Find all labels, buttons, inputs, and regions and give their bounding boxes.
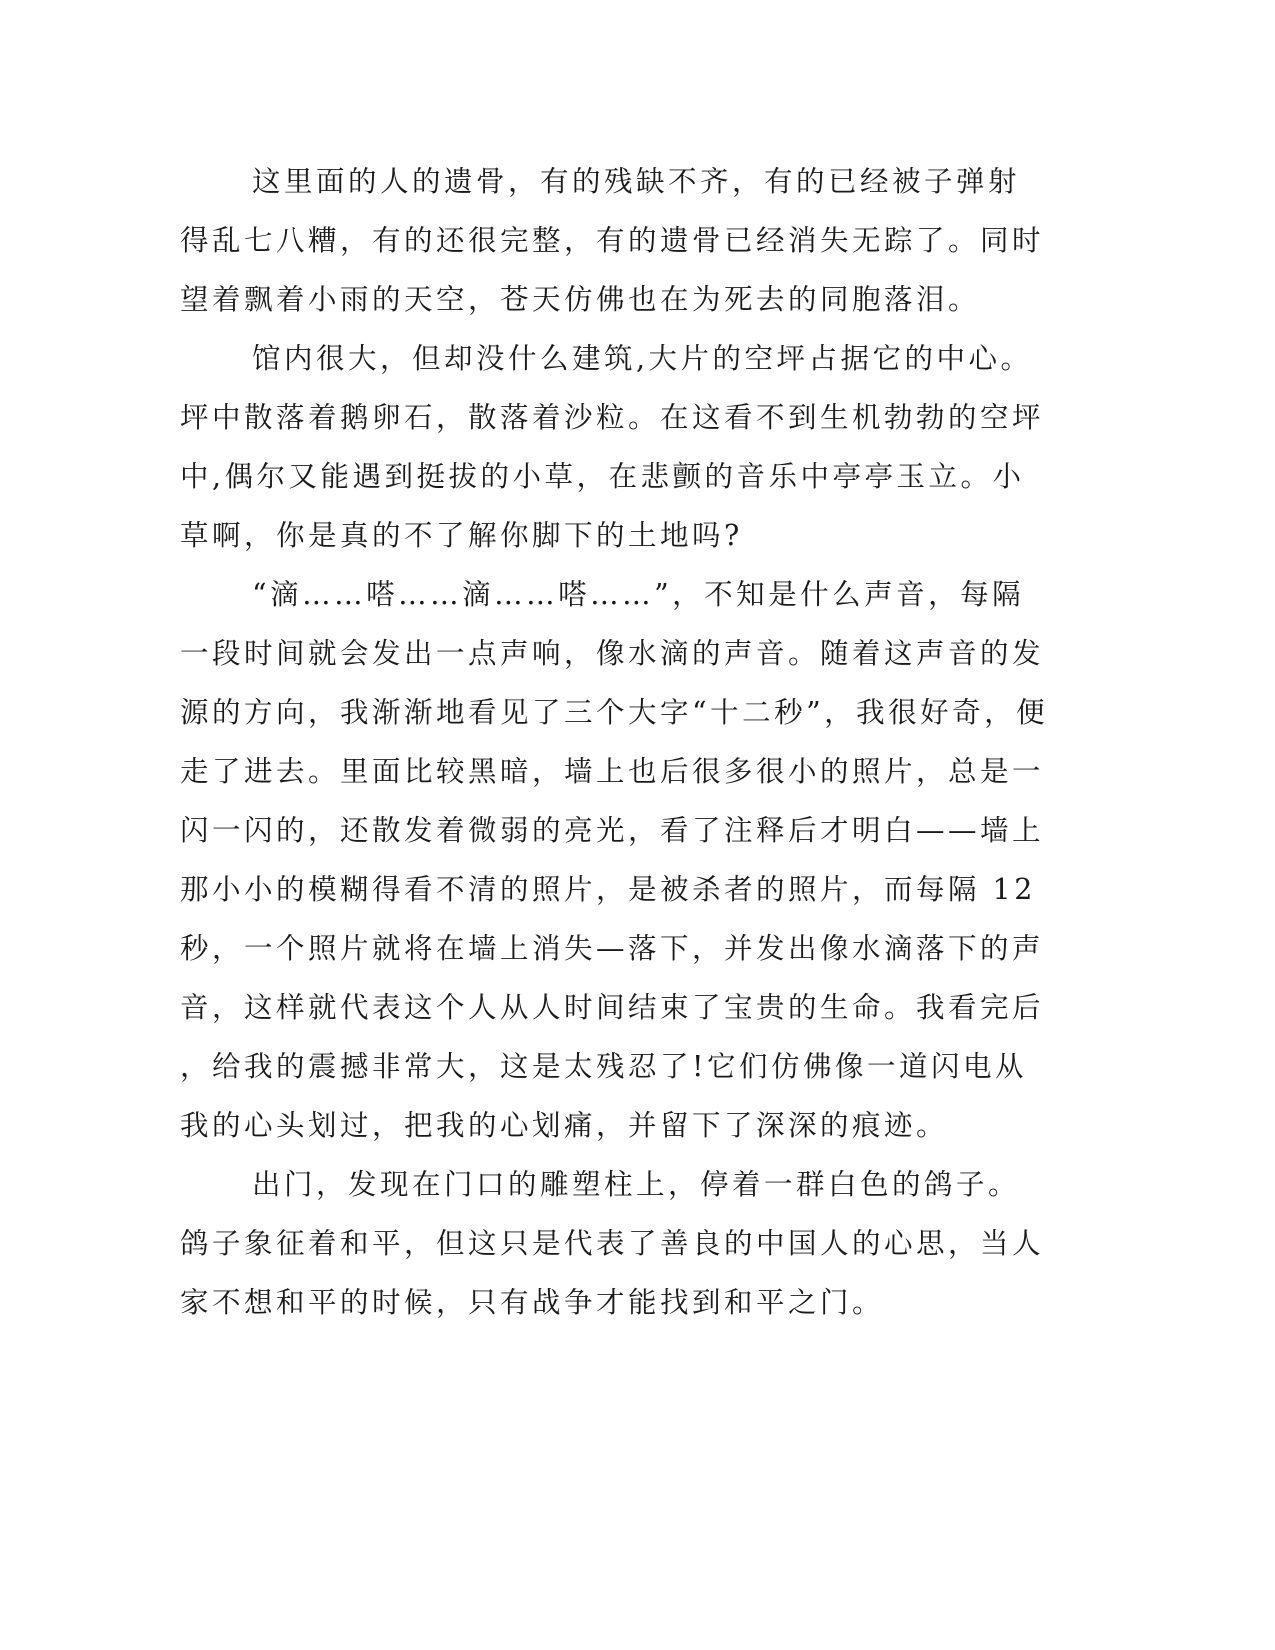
text-line: 走了进去。里面比较黑暗，墙上也后很多很小的照片，总是一	[180, 755, 1045, 788]
text-line: 音，这样就代表这个人从人时间结束了宝贵的生命。我看完后	[180, 991, 1045, 1024]
text-line: 出门，发现在门口的雕塑柱上，停着一群白色的鸽子。	[252, 1168, 1021, 1201]
paragraph-1	[180, 152, 1044, 329]
paragraph-3	[180, 565, 1049, 1155]
text-line: 一段时间就会发出一点声响，像水滴的声音。随着这声音的发	[180, 637, 1045, 670]
text-line: 坪中散落着鹅卵石，散落着沙粒。在这看不到生机勃勃的空坪	[180, 401, 1045, 434]
document-body	[180, 152, 1049, 1332]
text-line: 鸽子象征着和平，但这只是代表了善良的中国人的心思，当人	[180, 1227, 1045, 1260]
text-line: 望着飘着小雨的天空，苍天仿佛也在为死去的同胞落泪。	[180, 283, 981, 316]
text-line: 家不想和平的时候，只有战争才能找到和平之门。	[180, 1286, 885, 1319]
text-line: 草啊，你是真的不了解你脚下的土地吗?	[180, 519, 743, 552]
text-line: 秒，一个照片就将在墙上消失—落下，并发出像水滴落下的声	[180, 932, 1045, 965]
text-line: 得乱七八糟，有的还很完整，有的遗骨已经消失无踪了。同时	[180, 224, 1045, 257]
paragraph-2	[180, 329, 1044, 565]
text-line: ，给我的震撼非常大，这是太残忍了!它们仿佛像一道闪电从	[180, 1050, 1027, 1083]
text-line: 这里面的人的遗骨，有的残缺不齐，有的已经被子弹射	[252, 165, 1021, 198]
text-line: 那小小的模糊得看不清的照片，是被杀者的照片，而每隔 12	[180, 873, 1036, 906]
paragraph-4	[180, 1155, 1044, 1332]
text-line: 闪一闪的，还散发着微弱的亮光，看了注释后才明白——墙上	[180, 814, 1045, 847]
text-line: 中,偶尔又能遇到挺拔的小草，在悲颤的音乐中亭亭玉立。小	[180, 460, 1025, 493]
text-line: 源的方向，我渐渐地看见了三个大字“十二秒”，我很好奇，便	[180, 696, 1049, 729]
text-line: “滴……嗒……滴……嗒……”，不知是什么声音，每隔	[252, 578, 1025, 611]
text-line: 我的心头划过，把我的心划痛，并留下了深深的痕迹。	[180, 1109, 949, 1142]
text-line: 馆内很大，但却没什么建筑,大片的空坪占据它的中心。	[252, 342, 1033, 375]
